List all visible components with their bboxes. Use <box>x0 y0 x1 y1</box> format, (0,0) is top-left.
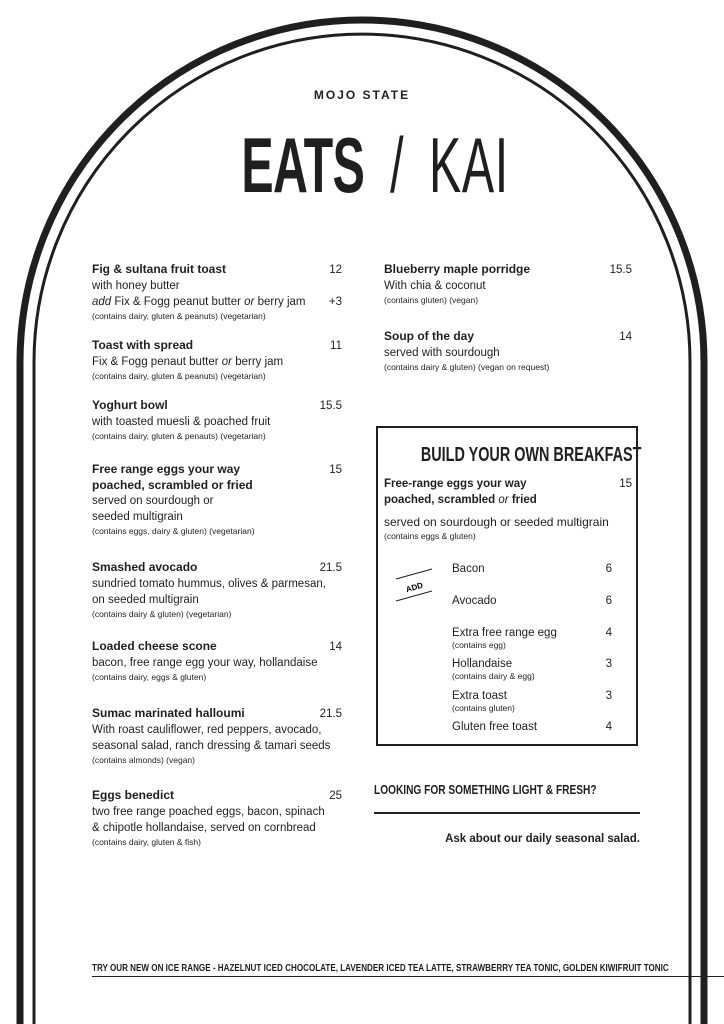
item-description: bacon, free range egg your way, hollandaise <box>92 657 318 669</box>
byob-name-line2 <box>384 492 632 508</box>
desc-part: Fix & Fogg penaut butter <box>92 356 222 368</box>
byob-base-item <box>384 476 632 542</box>
addon-name: Bacon <box>452 563 485 575</box>
addon-price: +3 <box>328 296 342 308</box>
item-description-line2: & chipotle hollandaise, served on cornbread <box>92 822 316 834</box>
name-part: poached, scrambled <box>384 494 499 506</box>
item-description: With chia & coconut <box>384 280 486 292</box>
item-name: Loaded cheese scone <box>92 639 217 653</box>
title-kai: KAI <box>429 121 510 209</box>
item-name: Yoghurt bowl <box>92 398 168 412</box>
or-word: or <box>498 494 509 506</box>
add-word: add <box>92 296 112 308</box>
byob-price: 15 <box>619 478 632 490</box>
addon-hollandaise <box>452 657 612 682</box>
or-word: or <box>221 356 233 368</box>
addon-allergens: (contains gluten) <box>452 703 515 713</box>
addon-price: 3 <box>605 690 612 702</box>
menu-item-halloumi <box>92 706 342 766</box>
item-name: Blueberry maple porridge <box>384 262 531 276</box>
addon-allergens: (contains egg) <box>452 640 506 650</box>
addon-price: 4 <box>605 627 612 639</box>
menu-item-free-range-eggs <box>92 462 342 537</box>
brand-name: MOJO STATE <box>313 88 411 102</box>
addon-name: Avocado <box>452 595 497 607</box>
item-name: Smashed avocado <box>92 560 198 574</box>
byob-description: served on sourdough or seeded multigrain <box>384 515 609 529</box>
menu-item-smashed-avocado <box>92 560 342 620</box>
byob-title <box>378 444 642 467</box>
desc-part-end: berry jam <box>232 356 284 368</box>
item-allergens: (contains dairy, gluten & fish) <box>92 837 201 847</box>
item-description-line2: seeded multigrain <box>92 511 183 523</box>
menu-item-porridge <box>384 262 632 306</box>
item-allergens: (contains dairy, gluten & penauts) (vegetarian) <box>92 431 266 441</box>
page-title <box>0 120 724 210</box>
or-word: or <box>244 296 255 308</box>
addon-extra-egg <box>452 626 612 651</box>
addon-name: Extra free range egg <box>452 627 557 639</box>
item-name-line2: poached, scrambled or fried <box>92 478 253 492</box>
item-price: 15.5 <box>319 400 342 412</box>
item-allergens: (contains dairy, eggs & gluten) <box>92 672 207 682</box>
seasonal-salad-text: Ask about our daily seasonal salad. <box>445 833 640 845</box>
light-fresh-heading <box>374 782 659 797</box>
addon-text: Fix & Fogg peanut butter <box>111 296 245 308</box>
item-allergens: (contains eggs, dairy & gluten) (vegetarian) <box>92 526 255 536</box>
addon-name: Gluten free toast <box>452 721 538 733</box>
item-price: 15.5 <box>609 264 632 276</box>
item-description: With roast cauliflower, red peppers, avocado, <box>92 724 322 736</box>
title-separator: / <box>390 121 404 209</box>
ice-range-banner <box>92 962 724 977</box>
addon-extra-toast <box>452 689 612 714</box>
byob-allergens: (contains eggs & gluten) <box>384 531 476 541</box>
item-description: with honey butter <box>92 280 180 292</box>
addon-name: Hollandaise <box>452 658 513 670</box>
item-name: Eggs benedict <box>92 788 175 802</box>
item-allergens: (contains dairy, gluten & peanuts) (vegetarian) <box>92 311 266 321</box>
menu-item-fig-toast <box>92 262 342 322</box>
item-allergens: (contains dairy & gluten) (vegetarian) <box>92 609 232 619</box>
addon-price: 6 <box>605 595 612 607</box>
add-badge-label: ADD <box>404 580 424 595</box>
light-fresh-heading-text: LOOKING FOR SOMETHING LIGHT & FRESH? <box>374 782 597 797</box>
byob-name: Free-range eggs your way <box>384 478 527 490</box>
item-price: 21.5 <box>319 562 342 574</box>
item-price: 12 <box>329 264 342 276</box>
item-description <box>92 354 342 370</box>
item-description: with toasted muesli & poached fruit <box>92 416 271 428</box>
item-description: served with sourdough <box>384 347 500 359</box>
item-allergens: (contains gluten) (vegan) <box>384 295 479 305</box>
addon-name: Extra toast <box>452 690 507 702</box>
item-name: Toast with spread <box>92 338 194 352</box>
title-eats: EATS <box>241 121 365 209</box>
item-allergens: (contains dairy, gluten & peanuts) (vegetarian) <box>92 371 266 381</box>
menu-item-yoghurt-bowl <box>92 398 342 442</box>
addon-allergens: (contains dairy & egg) <box>452 671 535 681</box>
item-price: 14 <box>329 641 342 653</box>
addon-avocado <box>452 594 612 608</box>
item-price: 25 <box>329 790 342 802</box>
addon-bacon <box>452 562 612 576</box>
item-name: Fig & sultana fruit toast <box>92 262 227 276</box>
byob-title-text: BUILD YOUR OWN BREAKFAST <box>420 444 642 466</box>
build-your-own-box <box>376 426 642 746</box>
item-description-line2: seasonal salad, ranch dressing & tamari seeds <box>92 740 331 752</box>
menu-item-soup <box>384 329 632 373</box>
item-name: Soup of the day <box>384 329 474 343</box>
menu-item-cheese-scone <box>92 639 342 683</box>
item-addon-line <box>92 294 342 310</box>
addon-gluten-free-toast <box>452 720 612 734</box>
item-price: 11 <box>330 340 342 352</box>
item-name: Free range eggs your way <box>92 462 241 476</box>
addon-price: 4 <box>605 721 612 733</box>
divider <box>374 812 640 814</box>
item-name: Sumac marinated halloumi <box>92 706 245 720</box>
item-description: served on sourdough or <box>92 495 214 507</box>
item-allergens: (contains almonds) (vegan) <box>92 755 195 765</box>
item-price: 14 <box>619 331 632 343</box>
addon-text-end: berry jam <box>254 296 306 308</box>
ice-range-banner-text: TRY OUR NEW ON ICE RANGE - HAZELNUT ICED CHOCOLATE, LAVENDER ICED TEA LATTE, STRAWBERRY TEA TONIC, GOLDEN KIWIFRUIT TONIC <box>92 962 669 974</box>
menu-item-toast-spread <box>92 338 342 382</box>
addon-price: 6 <box>605 563 612 575</box>
add-badge-icon <box>394 568 434 608</box>
item-price: 21.5 <box>319 708 342 720</box>
addon-price: 3 <box>605 658 612 670</box>
item-allergens: (contains dairy & gluten) (vegan on request) <box>384 362 550 372</box>
item-price: 15 <box>329 464 342 476</box>
name-part-end: fried <box>508 494 537 506</box>
menu-item-eggs-benedict <box>92 788 342 848</box>
item-description-line2: on seeded multigrain <box>92 594 199 606</box>
item-description: two free range poached eggs, bacon, spinach <box>92 806 325 818</box>
item-description: sundried tomato hummus, olives & parmesan, <box>92 578 326 590</box>
